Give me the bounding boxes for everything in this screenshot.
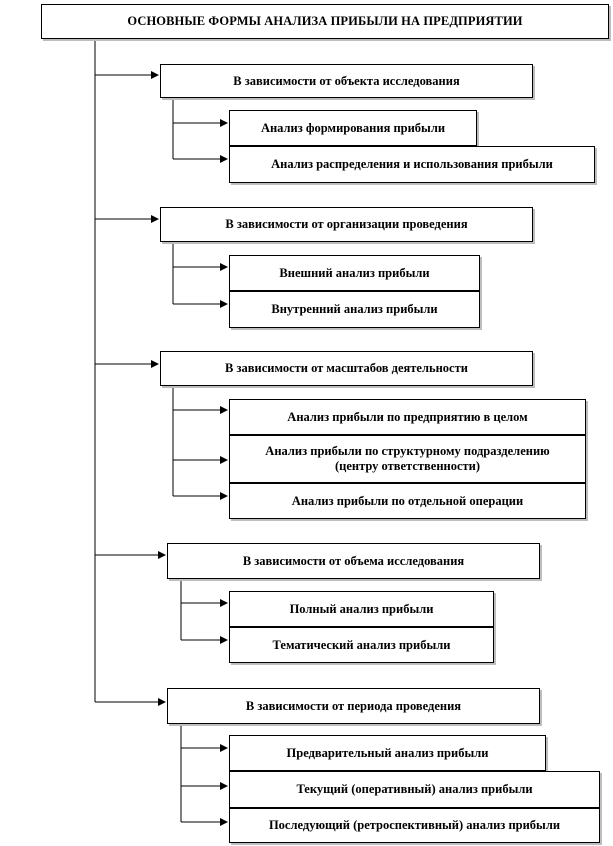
category-organization: В зависимости от организации проведения xyxy=(160,207,533,242)
item-retrospective-profit-analysis: Последующий (ретроспективный) анализ прибыли xyxy=(229,808,600,843)
category-scale-of-activity: В зависимости от масштабов деятельности xyxy=(160,351,533,386)
item-operation-profit-analysis: Анализ прибыли по отдельной операции xyxy=(229,483,586,519)
diagram-title: ОСНОВНЫЕ ФОРМЫ АНАЛИЗА ПРИБЫЛИ НА ПРЕДПРИЯТИИ xyxy=(41,4,609,39)
item-profit-formation-analysis: Анализ формирования прибыли xyxy=(229,110,477,146)
item-internal-profit-analysis: Внутренний анализ прибыли xyxy=(229,291,480,328)
item-external-profit-analysis: Внешний анализ прибыли xyxy=(229,255,480,291)
item-current-profit-analysis: Текущий (оперативный) анализ прибыли xyxy=(229,771,600,808)
item-division-profit-analysis: Анализ прибыли по структурному подразделению (центру ответственности) xyxy=(229,435,586,483)
category-object-of-study: В зависимости от объекта исследования xyxy=(160,64,533,98)
item-full-profit-analysis: Полный анализ прибыли xyxy=(229,591,494,627)
item-enterprise-profit-analysis: Анализ прибыли по предприятию в целом xyxy=(229,399,586,435)
item-profit-distribution-analysis: Анализ распределения и использования прибыли xyxy=(229,146,595,183)
item-thematic-profit-analysis: Тематический анализ прибыли xyxy=(229,627,494,663)
category-scope-of-study: В зависимости от объема исследования xyxy=(167,543,540,579)
category-period: В зависимости от периода проведения xyxy=(167,688,540,724)
item-preliminary-profit-analysis: Предварительный анализ прибыли xyxy=(229,735,546,771)
